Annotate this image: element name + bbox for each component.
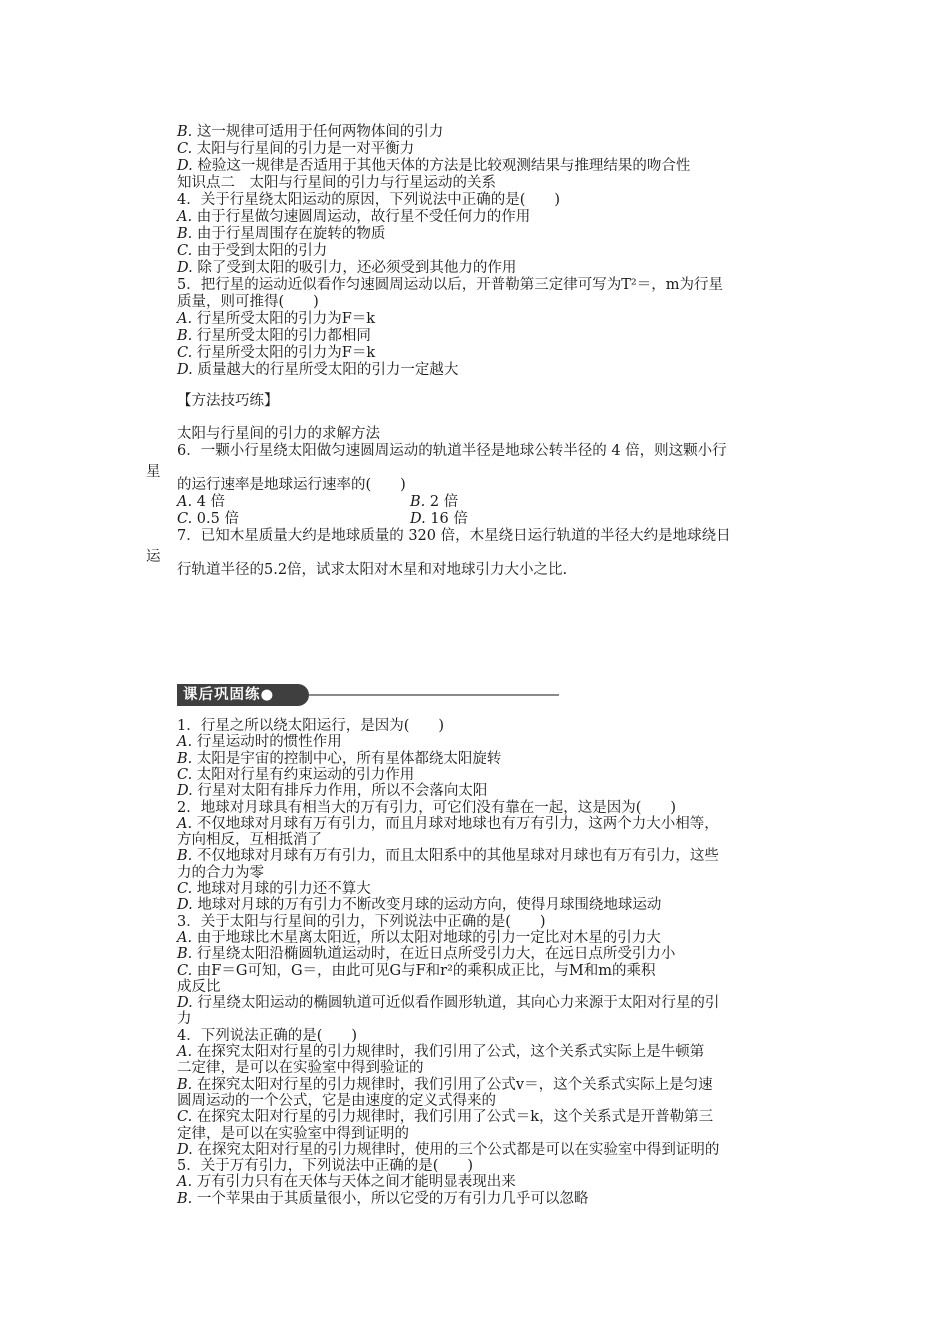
text-line [177,995,719,1012]
option-letter: C. [177,511,193,527]
text-line [177,311,375,328]
text-line [177,1093,496,1110]
line-text: 1．行星之所以绕太阳运行，是因为( ) [177,718,445,734]
line-text: 质量，则可推得( ) [177,294,319,310]
text-line [177,767,414,784]
line-text: 行星绕太阳沿椭圆轨道运动时，在近日点所受引力大，在远日点所受引力小 [192,946,676,963]
option-letter: A. [177,1044,193,1060]
option-letter: B. [177,1076,193,1093]
text-line [177,1044,704,1061]
option-letter: A. [177,929,193,946]
option-letter: D. [177,1141,193,1158]
text-line [177,1011,192,1028]
text-line [177,1191,588,1208]
option-letter: B. [177,946,193,963]
option-letter: A. [177,734,193,751]
option-letter: A. [177,311,193,327]
text-line [177,865,264,882]
question-stem: 5．把行星的运动近似看作匀速圆周运动以后，开普勒第三定律可写为T²＝，m为行星 [177,277,723,293]
option-letter: A. [177,209,193,225]
method-topic: 太阳与行星间的引力的求解方法 [177,426,380,442]
option-letter: D. [177,783,193,800]
text-line [177,175,496,192]
option-letter: A. [177,494,193,510]
text-line [177,1028,357,1045]
option-letter: C. [177,141,193,157]
text-line [177,897,661,914]
text-line [177,1109,713,1126]
text-line [177,848,719,865]
text-line [177,751,501,768]
line-text: 在探究太阳对行星的引力规律时，我们引用了公式v＝，这个关系式实际上是匀速 [192,1076,713,1093]
option-letter: C. [177,881,193,897]
q6-option-a [177,494,225,511]
line-text: 除了受到太阳的吸引力，还必须受到其他力的作用 [192,260,517,276]
q6-line1: 6．一颗小行星绕太阳做匀速圆周运动的轨道半径是地球公转半径的 4 倍，则这颗小行 [177,443,727,459]
text-line [177,832,322,849]
line-text: 2．地球对月球具有相当大的万有引力，可它们没有靠在一起，这是因为( ) [177,799,677,816]
line-text: 二定律，是可以在实验室中得到验证的 [177,1060,424,1077]
knowledge-point-heading: 知识点二 太阳与行星间的引力与行星运动的关系 [177,175,496,191]
line-text: 地球对月球的万有引力不断改变月球的运动方向，使得月球围绕地球运动 [192,897,662,914]
text-line [177,328,371,345]
line-text: 由于行星做匀速圆周运动，故行星不受任何力的作用 [192,209,531,225]
text-line [177,1174,516,1191]
line-text: 不仅地球对月球有万有引力，而且月球对地球也有万有引力，这两个力大小相等， [192,815,719,832]
option-letter: C. [177,766,193,783]
line-text: 行星所受太阳的引力为F＝k [192,345,376,361]
option-letter: A. [177,1174,193,1191]
q7-line2: 行轨道半径的5.2倍，试求太阳对木星和对地球引力大小之比. [177,562,568,578]
text-line [177,1158,473,1175]
option-letter: B. [410,494,426,510]
line-text: 太阳对行星有约束运动的引力作用 [192,766,415,783]
text-line [177,124,443,141]
line-text: 在探究太阳对行星的引力规律时，我们引用了公式，这个关系式实际上是牛顿第 [192,1044,705,1060]
option-letter: C. [177,962,193,979]
line-text: 质量越大的行星所受太阳的引力一定越大 [192,362,459,378]
option-text: 16 倍 [425,511,468,527]
question-stem: 4．关于行星绕太阳运动的原因，下列说法中正确的是( ) [177,192,561,208]
option-letter: D. [177,995,193,1012]
option-letter: D. [410,511,426,527]
text-line [177,816,719,833]
text-line [177,734,342,751]
text-line [177,946,675,963]
method-heading: 【方法技巧练】 [177,393,279,409]
text-line [177,930,661,947]
q6-option-d [410,511,468,528]
line-text: 5．关于万有引力，下列说法中正确的是( ) [177,1158,474,1175]
option-letter: B. [177,1190,193,1207]
line-text: 这一规律可适用于任何两物体间的引力 [192,124,444,140]
option-letter: C. [177,345,193,361]
text-line [177,226,385,243]
option-letter: B. [177,226,193,242]
option-letter: B. [177,328,193,344]
option-letter: D. [177,158,193,174]
option-letter: D. [177,362,193,378]
line-text: 由F＝G可知，G＝，由此可见G与F和r²的乘积成正比，与M和m的乘积 [192,962,656,979]
line-text: 成反比 [177,978,221,995]
text-line [177,260,516,277]
section-divider [309,694,559,696]
line-text: 太阳是宇宙的控制中心，所有星体都绕太阳旋转 [192,750,502,767]
text-line [177,141,414,158]
text-line [177,914,546,931]
text-line [177,362,458,379]
line-text: 圆周运动的一个公式，它是由速度的定义式得来的 [177,1092,496,1109]
text-line [177,881,371,898]
line-text: 力 [177,1011,192,1028]
option-letter: D. [177,897,193,914]
option-letter: C. [177,243,193,259]
line-text: 4．下列说法正确的是( ) [177,1027,358,1044]
line-text: 万有引力只有在天体与天体之间才能明显表现出来 [192,1174,516,1191]
text-line [177,800,676,817]
option-letter: A. [177,815,193,832]
text-line [177,1142,719,1159]
line-text: 行星对太阳有排斥力作用，所以不会落向太阳 [192,783,488,800]
line-text: 在探究太阳对行星的引力规律时，使用的三个公式都是可以在实验室中得到证明的 [192,1141,720,1158]
text-line [177,209,530,226]
line-text: 方向相反，互相抵消了 [177,832,322,849]
text-line [177,277,723,294]
line-text: 在探究太阳对行星的引力规律时，我们引用了公式＝k，这个关系式是开普勒第三 [192,1109,714,1126]
text-line [177,158,690,175]
q7-line1: 7．已知木星质量大约是地球质量的 320 倍，木星绕日运行轨道的半径大约是地球绕日 [177,528,731,544]
line-text: 由于受到太阳的引力 [192,243,328,259]
line-text: 地球对月球的引力还不算大 [192,881,371,897]
option-letter: B. [177,750,193,767]
option-text: 2 倍 [425,494,459,510]
q6-line2: 的运行速率是地球运行速率的( ) [177,477,406,493]
q7-hang-char: 运 [146,549,161,565]
q6-option-c [177,511,239,528]
line-text: 不仅地球对月球有万有引力，而且太阳系中的其他星球对月球也有万有引力，这些 [192,848,719,865]
line-text: 行星运动时的惯性作用 [192,734,342,751]
text-line [177,963,656,980]
text-line [177,243,327,260]
text-line [177,1077,713,1094]
line-text: 行星所受太阳的引力为F＝k [192,311,376,327]
text-line [177,718,444,735]
text-line [177,783,487,800]
line-text: 定律，是可以在实验室中得到证明的 [177,1125,409,1142]
option-letter: B. [177,124,193,140]
option-text: 0.5 倍 [192,511,239,527]
option-letter: C. [177,1109,193,1126]
line-text: 太阳与行星间的引力是一对平衡力 [192,141,415,157]
text-line [177,1060,424,1077]
text-line [177,294,319,311]
option-letter: B. [177,848,193,865]
line-text: 检验这一规律是否适用于其他天体的方法是比较观测结果与推理结果的吻合性 [192,158,691,174]
line-text: 3．关于太阳与行星间的引力，下列说法中正确的是( ) [177,913,546,930]
section-title-banner: 课后巩固练● [177,684,309,706]
line-text: 由于地球比木星离太阳近，所以太阳对地球的引力一定比对木星的引力大 [192,929,661,946]
text-line [177,1126,409,1143]
line-text: 行星所受太阳的引力都相同 [192,328,371,344]
line-text: 由于行星周围存在旋转的物质 [192,226,386,242]
option-text: 4 倍 [192,494,226,510]
line-text: 行星绕太阳运动的椭圆轨道可近似看作圆形轨道，其向心力来源于太阳对行星的引 [192,995,720,1012]
text-line [177,979,221,996]
line-text: 一个苹果由于其质量很小，所以它受的万有引力几乎可以忽略 [192,1190,589,1207]
text-line [177,345,375,362]
line-text: 力的合力为零 [177,864,264,881]
q6-hang-char: 星 [146,464,161,480]
option-letter: D. [177,260,193,276]
q6-option-b [410,494,458,511]
text-line [177,192,560,209]
